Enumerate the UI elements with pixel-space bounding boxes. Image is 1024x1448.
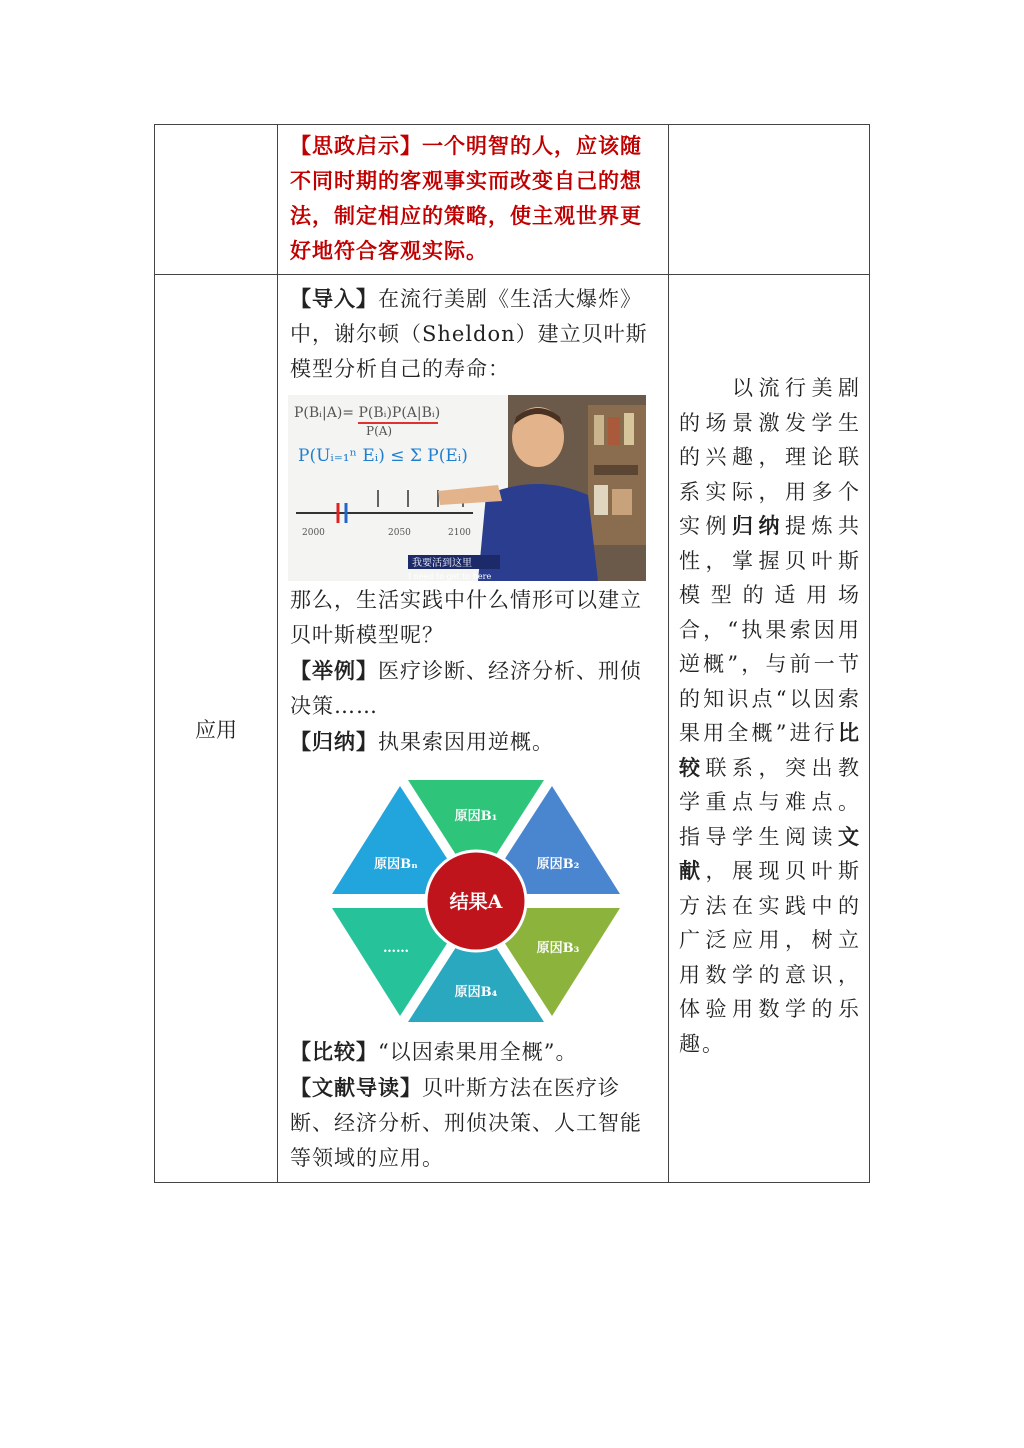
note-text-3: 联系，突出教学重点与难点。指导学生阅读 (679, 755, 861, 849)
summary-text: 执果索因用逆概。 (378, 730, 554, 754)
intro-tag: 【导入】 (290, 286, 378, 311)
note-text-1: 以流行美剧的场景激发学生的兴趣，理论联系实际，用多个实例 (679, 376, 861, 538)
content-cell (278, 275, 669, 1183)
ideology-paragraph (278, 125, 668, 274)
question-text: 那么，生活实践中什么情形可以建立贝叶斯模型呢？ (290, 588, 642, 647)
reading-tag: 【文献导读】 (290, 1075, 422, 1100)
cause-label-etc: …… (383, 941, 409, 956)
note-text-4: ，展现贝叶斯方法在实践中的广泛应用，树立用数学的意识，体验用数学的乐趣。 (679, 859, 861, 1056)
table-row (155, 275, 870, 1183)
note-cell (669, 125, 870, 275)
example-tag: 【举例】 (290, 658, 378, 683)
note-cell (669, 275, 870, 1183)
photo-subtitle-en: I need to get to here (408, 572, 492, 581)
ideology-tag: 【思政启示】 (290, 133, 422, 158)
note-keyword-literature: 文献 (679, 823, 861, 883)
stage-label: 应用 (195, 717, 237, 742)
intro-text: 在流行美剧《生活大爆炸》中，谢尔顿（Sheldon）建立贝叶斯模型分析自己的寿命： (290, 287, 648, 381)
cause-label-b2: 原因B₂ (536, 857, 580, 872)
sheldon-whiteboard-photo (288, 395, 646, 581)
result-label: 结果A (449, 891, 503, 913)
photo-wrapper (278, 395, 668, 581)
cause-label-b4: 原因B₄ (454, 985, 498, 1000)
intro-paragraph (278, 275, 668, 393)
summary-tag: 【归纳】 (290, 729, 378, 754)
compare-tag: 【比较】 (290, 1039, 378, 1064)
note-text-2: 提炼共性，掌握贝叶斯模型的适用场合，“执果索因用逆概”，与前一节的知识点“以因索果用全概”进行 (679, 514, 861, 745)
table-row (155, 125, 870, 275)
svg-text:2050: 2050 (388, 528, 411, 538)
lesson-plan-table (154, 124, 870, 1183)
cause-label-b3: 原因B₃ (536, 941, 580, 956)
compare-paragraph (278, 1034, 668, 1182)
ideology-text: 一个明智的人，应该随不同时期的客观事实而改变自己的想法，制定相应的策略，使主观世界更好地符合客观实际。 (290, 133, 642, 263)
stage-cell (155, 275, 278, 1183)
svg-text:2100: 2100 (448, 528, 471, 538)
question-paragraph (278, 583, 668, 766)
cause-label-b1: 原因B₁ (454, 809, 498, 824)
cause-label-bn: 原因Bₙ (374, 857, 418, 872)
example-text: 医疗诊断、经济分析、刑侦决策…… (290, 659, 642, 718)
reading-text: 贝叶斯方法在医疗诊断、经济分析、刑侦决策、人工智能等领域的应用。 (290, 1076, 642, 1170)
note-keyword-induction: 归纳 (732, 513, 785, 538)
whiteboard-formula-1: P(Bᵢ|A)= P(Bᵢ)P(A|Bᵢ) (294, 405, 441, 421)
design-note (669, 275, 869, 1071)
compare-text: “以因索果用全概”。 (378, 1040, 578, 1064)
photo-subtitle-cn: 我要活到这里 (412, 558, 472, 569)
whiteboard-formula-2: P(Uᵢ₌₁ⁿ Eᵢ) ≤ Σ P(Eᵢ) (298, 446, 468, 466)
stage-cell (155, 125, 278, 275)
content-cell (278, 125, 669, 275)
note-keyword-compare: 比较 (679, 720, 861, 780)
svg-text:2000: 2000 (302, 528, 325, 538)
cause-effect-hexagon-diagram (326, 776, 626, 1026)
whiteboard-formula-1b: P(A) (366, 424, 393, 438)
